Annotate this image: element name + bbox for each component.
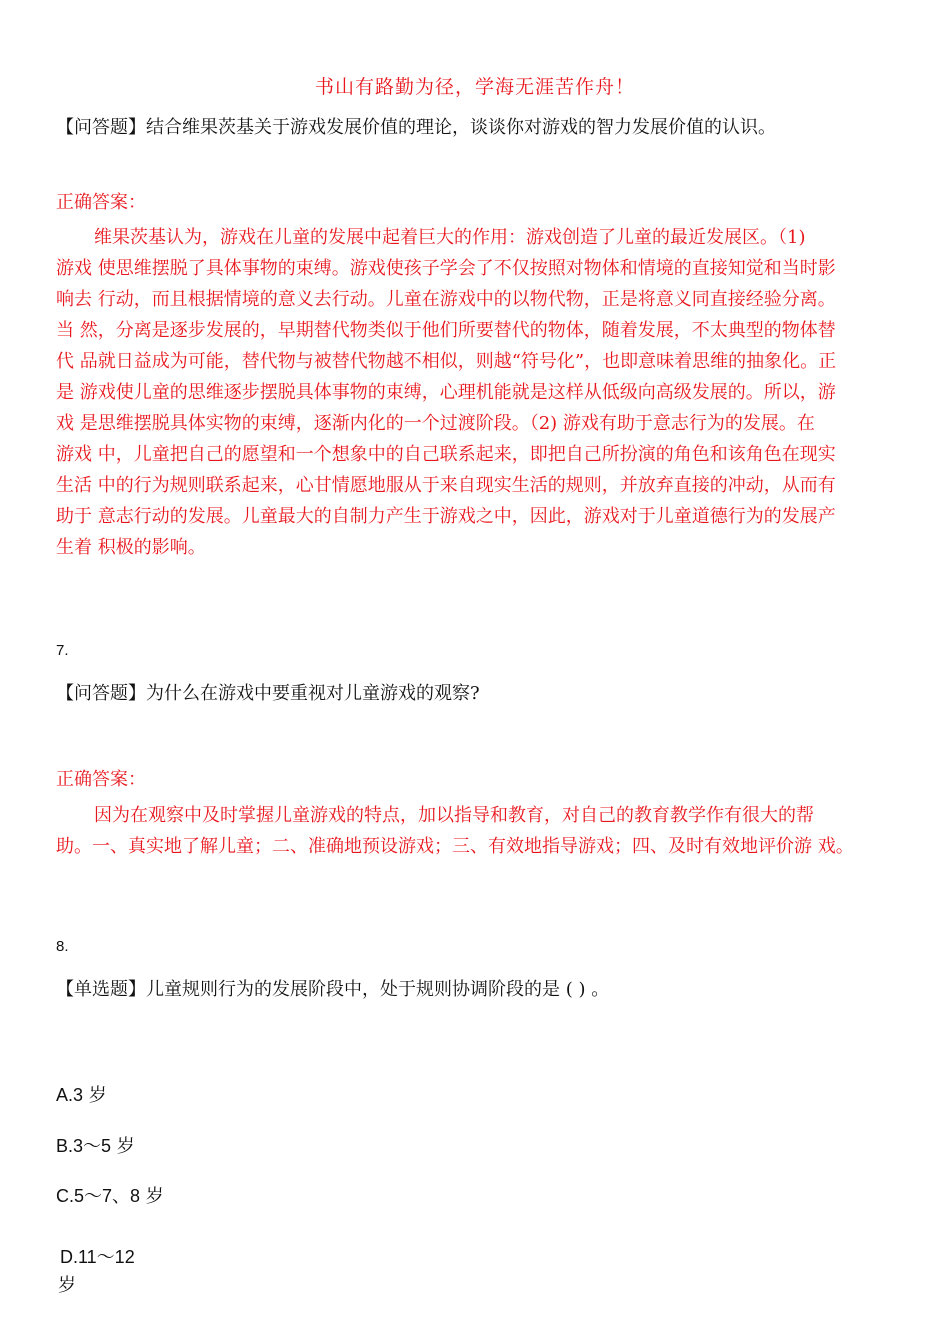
question-7-answer xyxy=(56,800,896,862)
answer-line: 响去 行动，而且根据情境的意义去行动。儿童在游戏中的以物代物，正是将意义同直接经验分离。 xyxy=(56,289,836,310)
option-a-code: A.3 xyxy=(56,1085,84,1105)
answer-line: 游戏 中，儿童把自己的愿望和一个想象中的自己联系起来，即把自己所扮演的角色和该角色在现实 xyxy=(56,444,836,465)
question-7-number: 7. xyxy=(56,642,69,659)
question-7-text: 【问答题】为什么在游戏中要重视对儿童游戏的观察? xyxy=(56,683,480,704)
question-8-text: 【单选题】儿童规则行为的发展阶段中，处于规则协调阶段的是 ( ) 。 xyxy=(56,979,610,1000)
answer-line: 维果茨基认为，游戏在儿童的发展中起着巨大的作用：游戏创造了儿童的最近发展区。（1) xyxy=(94,227,806,248)
option-b[interactable] xyxy=(56,1132,135,1158)
option-c-code: C.5～7、8 xyxy=(56,1186,141,1206)
question-7-answer-label: 正确答案： xyxy=(56,769,146,790)
option-d[interactable] xyxy=(60,1243,135,1297)
page-motto: 书山有路勤为径，学海无涯苦作舟！ xyxy=(314,76,635,98)
answer-line: 生活 中的行为规则联系起来，心甘情愿地服从于来自现实生活的规则，并放弃直接的冲动，从而有 xyxy=(56,475,836,496)
answer-line: 助。一、真实地了解儿童；二、准确地预设游戏；三、有效地指导游戏；四、及时有效地评价游 戏。 xyxy=(56,836,854,857)
question-6-answer-label: 正确答案： xyxy=(56,192,146,213)
answer-line: 代 品就日益成为可能，替代物与被替代物越不相似，则越“符号化”，也即意味着思维的抽象化。正 xyxy=(56,351,837,372)
question-6-text: 【问答题】结合维果茨基关于游戏发展价值的理论，谈谈你对游戏的智力发展价值的认识。 xyxy=(56,117,776,138)
option-b-code: B.3～5 xyxy=(56,1136,112,1156)
answer-line: 因为在观察中及时掌握儿童游戏的特点，加以指导和教育，对自己的教育教学作有很大的帮 xyxy=(94,805,814,826)
option-b-text: 岁 xyxy=(111,1136,135,1157)
option-d-text: 岁 xyxy=(58,1275,76,1296)
answer-line: 当 然，分离是逐步发展的，早期替代物类似于他们所要替代的物体，随着发展，不太典型的物体替 xyxy=(56,320,836,341)
answer-line: 助于 意志行动的发展。儿童最大的自制力产生于游戏之中，因此，游戏对于儿童道德行为的发展产 xyxy=(56,506,836,527)
option-c[interactable] xyxy=(56,1182,164,1208)
option-a-text: 岁 xyxy=(83,1085,107,1106)
option-a[interactable] xyxy=(56,1081,107,1107)
option-c-text: 岁 xyxy=(140,1186,164,1207)
option-d-code: D.11～12 xyxy=(60,1247,135,1267)
question-6-answer xyxy=(56,222,896,563)
answer-line: 戏 是思维摆脱具体实物的束缚，逐渐内化的一个过渡阶段。（2) 游戏有助于意志行为的发展。在 xyxy=(56,413,815,434)
answer-line: 游戏 使思维摆脱了具体事物的束缚。游戏使孩子学会了不仅按照对物体和情境的直接知觉和当时影 xyxy=(56,258,836,279)
answer-line: 生着 积极的影响。 xyxy=(56,537,206,558)
answer-line: 是 游戏使儿童的思维逐步摆脱具体事物的束缚，心理机能就是这样从低级向高级发展的。所以，游 xyxy=(56,382,836,403)
question-8-number: 8. xyxy=(56,938,69,955)
